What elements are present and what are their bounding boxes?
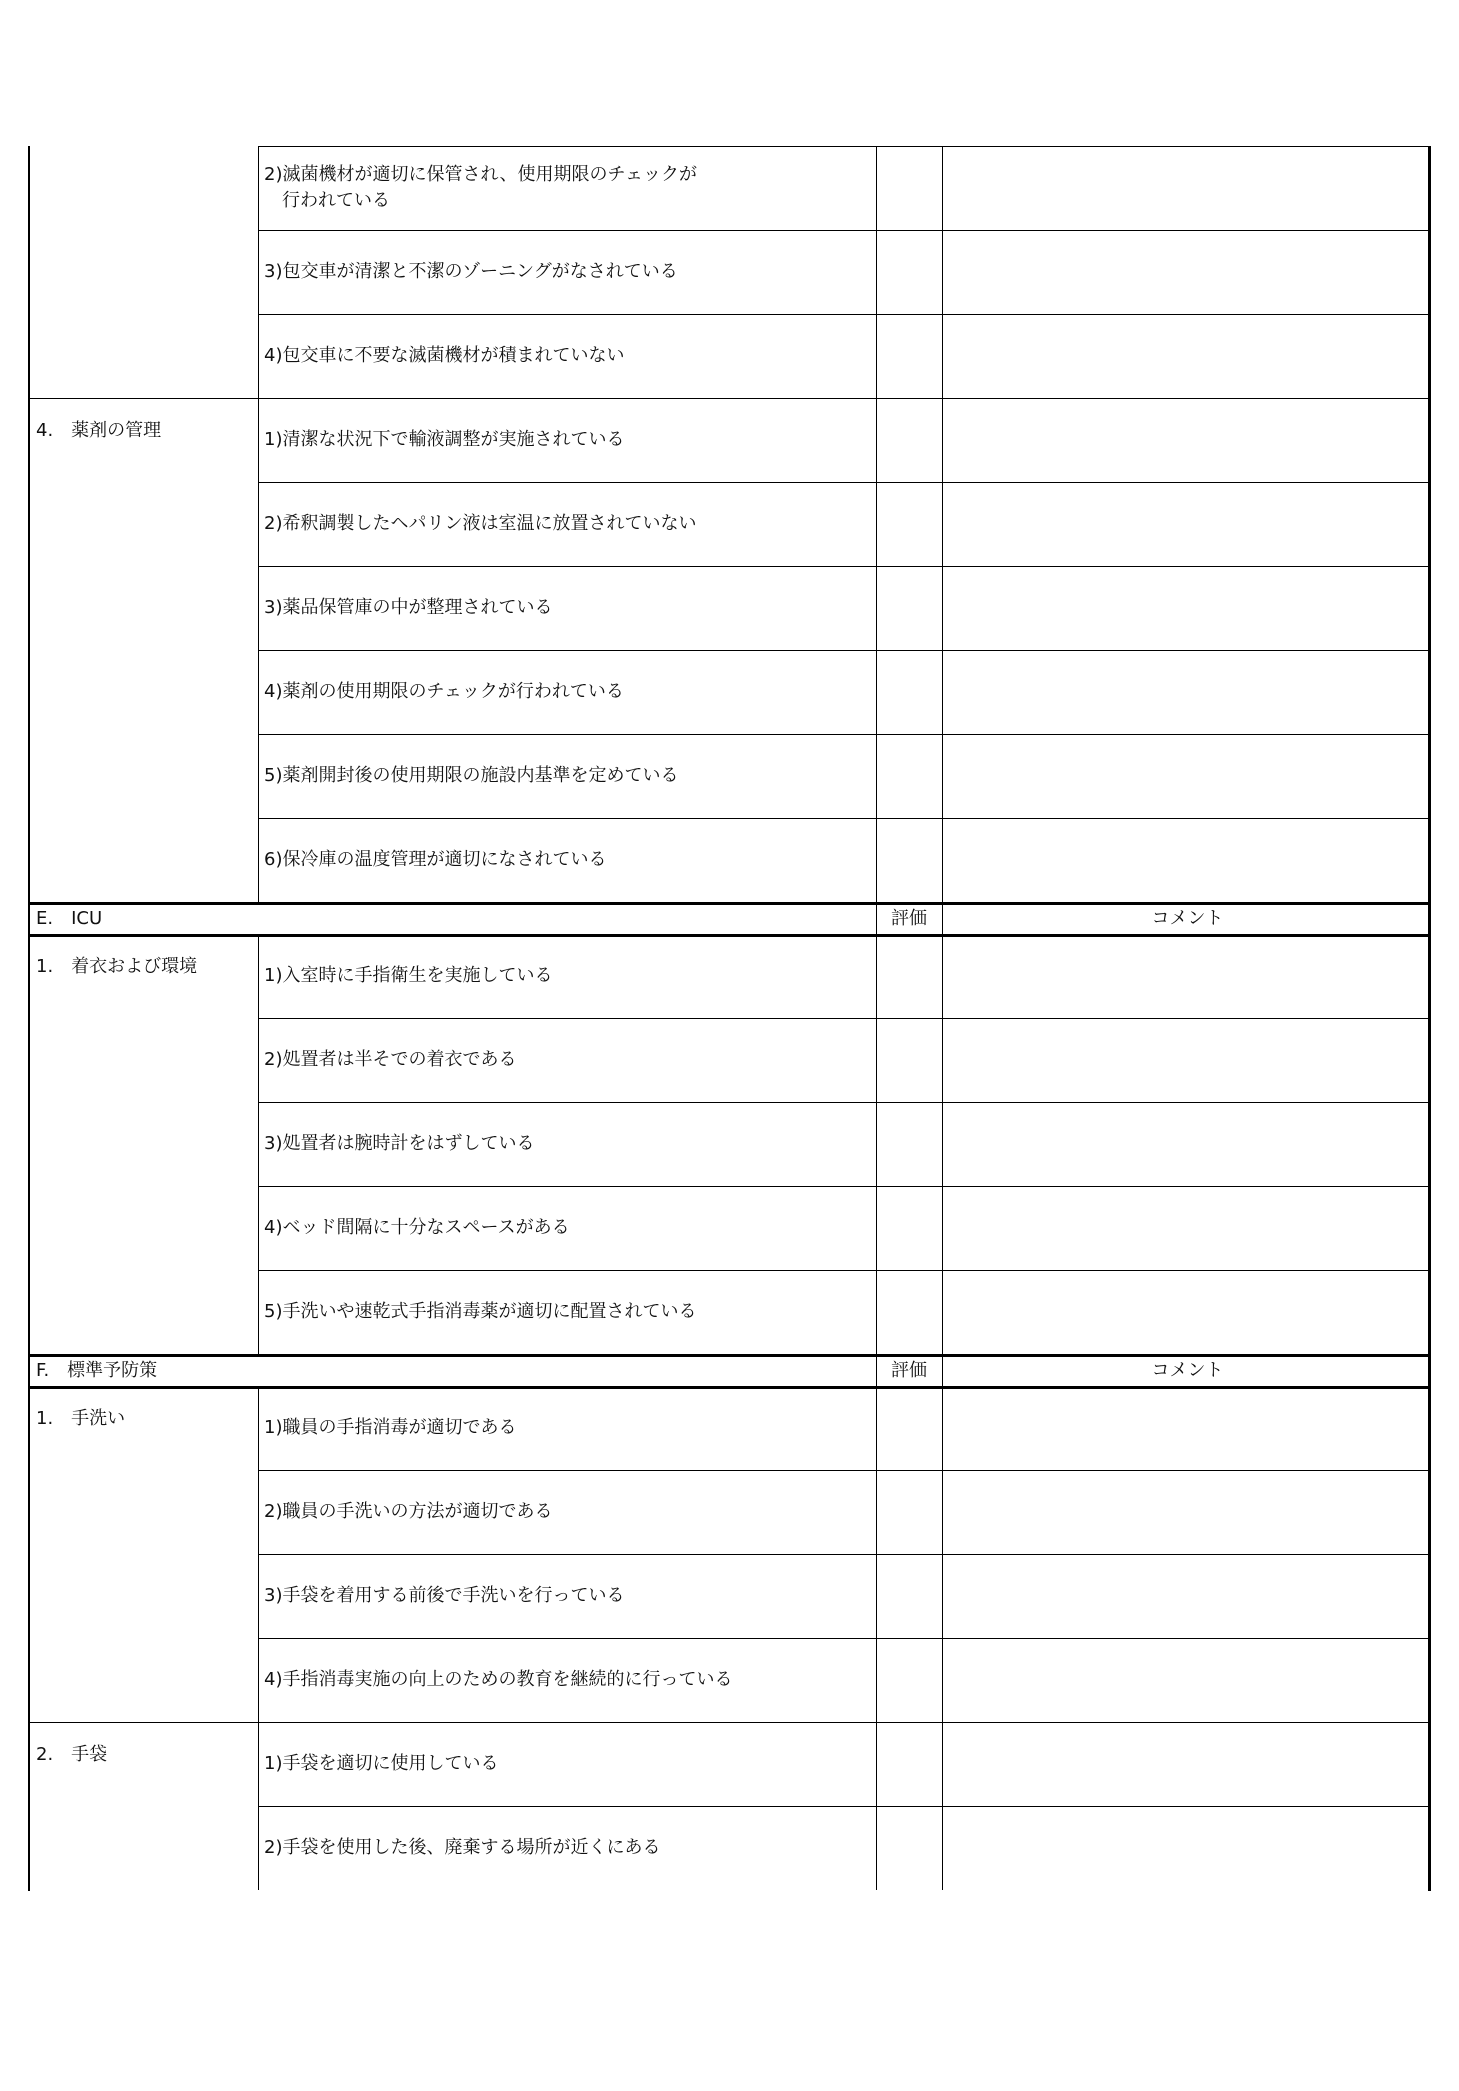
checklist-item: 5)薬剤開封後の使用期限の施設内基準を定めている xyxy=(264,765,679,786)
comment-cell[interactable] xyxy=(942,314,1433,398)
checklist-item: 3)手袋を着用する前後で手洗いを行っている xyxy=(264,1585,625,1606)
comment-cell[interactable] xyxy=(942,1470,1433,1554)
checklist-item: 4)手指消毒実施の向上のための教育を継続的に行っている xyxy=(264,1669,733,1690)
comment-header: コメント xyxy=(1151,1360,1224,1381)
checklist-item: 2)希釈調製したヘパリン液は室温に放置されていない xyxy=(264,513,697,534)
checklist-item: 2)処置者は半そでの着衣である xyxy=(264,1049,517,1070)
checklist-item: 5)手洗いや速乾式手指消毒薬が適切に配置されている xyxy=(264,1301,697,1322)
comment-cell[interactable] xyxy=(942,1638,1433,1722)
checklist-item: 4)薬剤の使用期限のチェックが行われている xyxy=(264,681,624,702)
comment-cell[interactable] xyxy=(942,1554,1433,1638)
evaluation-cell[interactable] xyxy=(876,230,942,314)
evaluation-header: 評価 xyxy=(891,908,927,929)
evaluation-cell[interactable] xyxy=(876,1638,942,1722)
comment-cell[interactable] xyxy=(942,818,1433,902)
evaluation-cell[interactable] xyxy=(876,482,942,566)
comment-cell[interactable] xyxy=(942,482,1433,566)
evaluation-cell[interactable] xyxy=(876,1470,942,1554)
evaluation-cell[interactable] xyxy=(876,650,942,734)
checklist-item: 4)包交車に不要な滅菌機材が積まれていない xyxy=(264,345,625,366)
checklist-item: 3)処置者は腕時計をはずしている xyxy=(264,1133,535,1154)
checklist-item: 1)清潔な状況下で輸液調整が実施されている xyxy=(264,429,625,450)
column-divider xyxy=(876,1354,877,1386)
evaluation-cell[interactable] xyxy=(876,1186,942,1270)
section-title: E. ICU xyxy=(36,908,103,929)
comment-cell[interactable] xyxy=(942,1186,1433,1270)
evaluation-cell[interactable] xyxy=(876,398,942,482)
evaluation-cell[interactable] xyxy=(876,1554,942,1638)
evaluation-cell[interactable] xyxy=(876,1102,942,1186)
checklist-item: 2)滅菌機材が適切に保管され、使用期限のチェックが 行われている xyxy=(264,164,698,211)
comment-header: コメント xyxy=(1151,908,1224,929)
evaluation-cell[interactable] xyxy=(876,1018,942,1102)
evaluation-cell[interactable] xyxy=(876,566,942,650)
checklist-item: 3)薬品保管庫の中が整理されている xyxy=(264,597,553,618)
comment-cell[interactable] xyxy=(942,734,1433,818)
evaluation-cell[interactable] xyxy=(876,1270,942,1354)
checklist-item: 4)ベッド間隔に十分なスペースがある xyxy=(264,1217,570,1238)
evaluation-header: 評価 xyxy=(891,1360,927,1381)
evaluation-cell[interactable] xyxy=(876,1806,942,1890)
evaluation-cell[interactable] xyxy=(876,1386,942,1470)
comment-cell[interactable] xyxy=(942,146,1433,230)
comment-cell[interactable] xyxy=(942,650,1433,734)
comment-cell[interactable] xyxy=(942,1722,1433,1806)
section-title: F. 標準予防策 xyxy=(36,1360,158,1381)
comment-cell[interactable] xyxy=(942,1806,1433,1890)
category-label: 1. 着衣および環境 xyxy=(36,956,198,977)
comment-cell[interactable] xyxy=(942,1102,1433,1186)
evaluation-cell[interactable] xyxy=(876,818,942,902)
comment-cell[interactable] xyxy=(942,1270,1433,1354)
evaluation-cell[interactable] xyxy=(876,146,942,230)
evaluation-cell[interactable] xyxy=(876,734,942,818)
checklist-item: 1)入室時に手指衛生を実施している xyxy=(264,965,553,986)
column-divider xyxy=(942,902,943,934)
comment-cell[interactable] xyxy=(942,398,1433,482)
comment-cell[interactable] xyxy=(942,934,1433,1018)
category-label: 2. 手袋 xyxy=(36,1744,108,1765)
comment-cell[interactable] xyxy=(942,1018,1433,1102)
category-label: 1. 手洗い xyxy=(36,1408,126,1429)
comment-cell[interactable] xyxy=(942,1386,1433,1470)
checklist-item: 1)手袋を適切に使用している xyxy=(264,1753,499,1774)
checklist-item: 2)手袋を使用した後、廃棄する場所が近くにある xyxy=(264,1837,661,1858)
checklist-item: 2)職員の手洗いの方法が適切である xyxy=(264,1501,553,1522)
evaluation-cell[interactable] xyxy=(876,314,942,398)
checklist-item: 6)保冷庫の温度管理が適切になされている xyxy=(264,849,607,870)
comment-cell[interactable] xyxy=(942,566,1433,650)
category-label: 4. 薬剤の管理 xyxy=(36,420,162,441)
checklist-item: 1)職員の手指消毒が適切である xyxy=(264,1417,517,1438)
comment-cell[interactable] xyxy=(942,230,1433,314)
column-divider xyxy=(942,1354,943,1386)
evaluation-cell[interactable] xyxy=(876,934,942,1018)
column-divider xyxy=(876,902,877,934)
evaluation-cell[interactable] xyxy=(876,1722,942,1806)
checklist-item: 3)包交車が清潔と不潔のゾーニングがなされている xyxy=(264,261,678,282)
checklist-table xyxy=(28,146,1431,1891)
